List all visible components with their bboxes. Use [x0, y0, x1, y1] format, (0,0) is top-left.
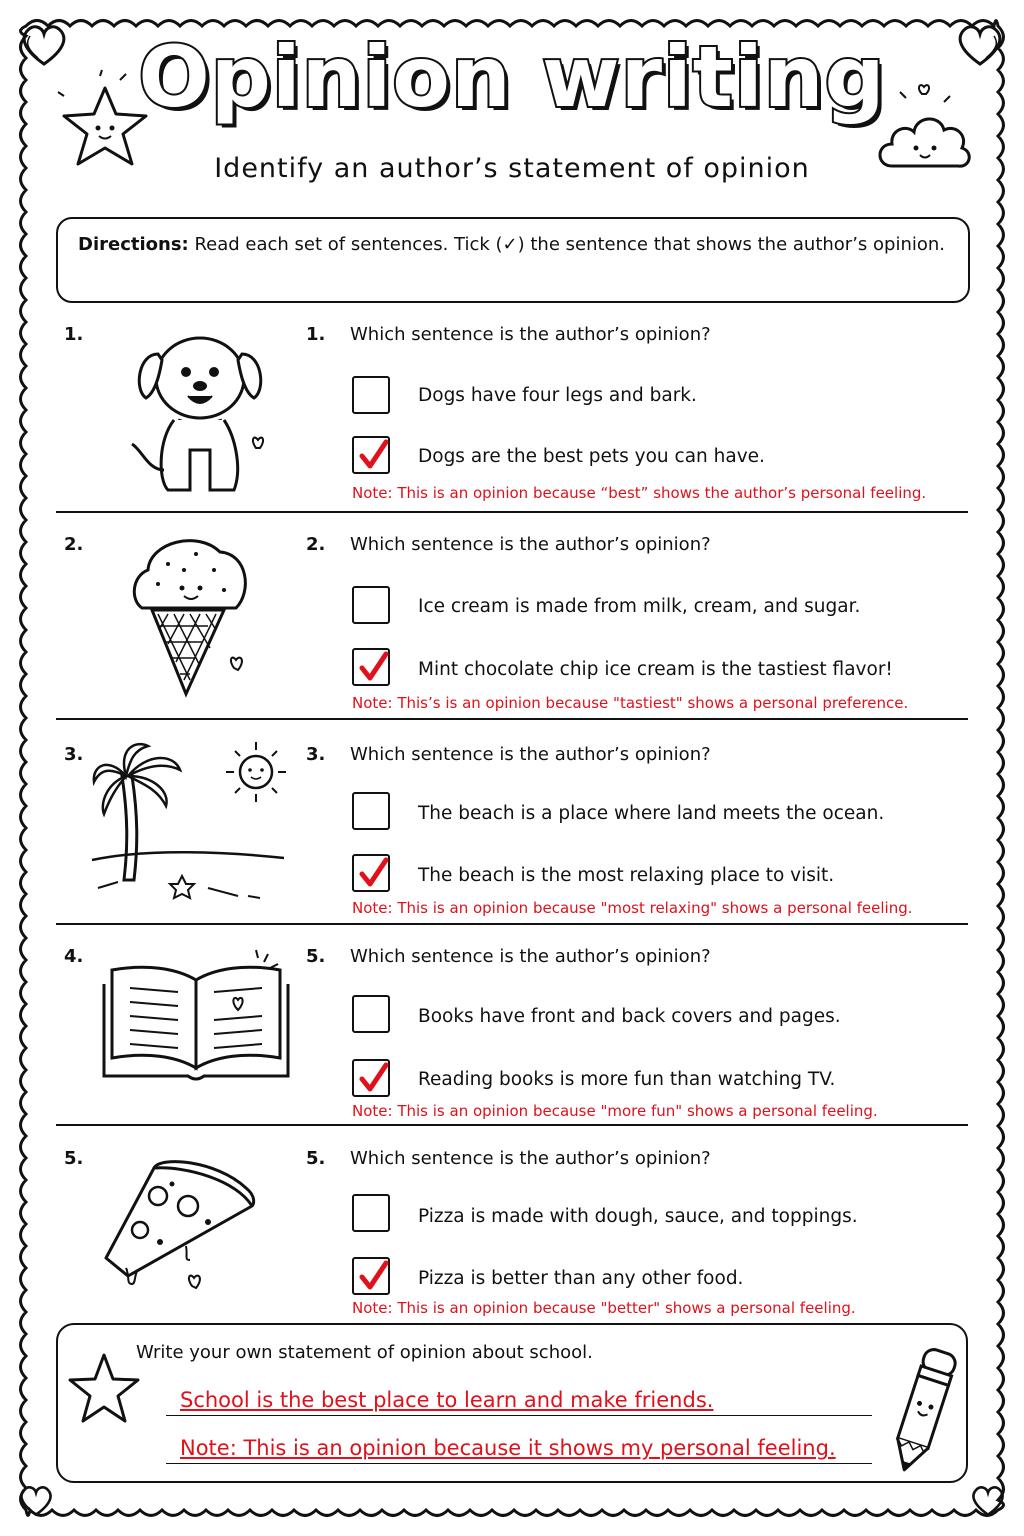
book-icon [96, 944, 296, 1084]
directions-label: Directions: [78, 234, 189, 255]
writing-prompt: Write your own statement of opinion about school. [136, 1342, 593, 1363]
question-prompt: Which sentence is the author’s opinion? [350, 324, 711, 345]
option-text: Books have front and back covers and pages. [418, 1006, 841, 1027]
checkmark-icon [356, 1059, 390, 1095]
checkmark-icon [356, 648, 390, 684]
page-title: Opinion writing [138, 28, 886, 126]
pencil-icon [884, 1339, 964, 1479]
option-text: Reading books is more fun than watching TV. [418, 1069, 836, 1090]
section-number: 5. [64, 1148, 84, 1169]
option-checkbox[interactable] [352, 1194, 390, 1232]
beach-icon [88, 736, 298, 906]
option-checkbox-checked[interactable] [352, 436, 390, 474]
question-prompt: Which sentence is the author’s opinion? [350, 534, 711, 555]
section-number: 4. [64, 946, 84, 967]
section-divider [56, 511, 968, 513]
option-text: Mint chocolate chip ice cream is the tastiest flavor! [418, 659, 893, 680]
option-text: Dogs are the best pets you can have. [418, 446, 765, 467]
option-checkbox-checked[interactable] [352, 648, 390, 686]
checkmark-icon [356, 1257, 390, 1293]
question-prompt: Which sentence is the author’s opinion? [350, 744, 711, 765]
checkmark-icon [356, 854, 390, 890]
section-divider [56, 718, 968, 720]
answer-note: Note: This is an opinion because "better" shows a personal feeling. [352, 1299, 856, 1317]
question-prompt: Which sentence is the author’s opinion? [350, 1148, 711, 1169]
option-checkbox[interactable] [352, 792, 390, 830]
star-icon [64, 1349, 144, 1429]
answer-line-2[interactable]: Note: This is an opinion because it shows my personal feeling. [166, 1433, 872, 1464]
question-prompt: Which sentence is the author’s opinion? [350, 946, 711, 967]
answer-line-1[interactable]: School is the best place to learn and make friends. [166, 1385, 872, 1416]
heart-icon [966, 1478, 1010, 1522]
option-checkbox-checked[interactable] [352, 1059, 390, 1097]
dog-icon [118, 320, 278, 500]
option-text: Pizza is better than any other food. [418, 1268, 744, 1289]
option-checkbox[interactable] [352, 995, 390, 1033]
section-number: 1. [64, 324, 84, 345]
option-text: Dogs have four legs and bark. [418, 385, 697, 406]
answer-note: Note: This is an opinion because "more fun" shows a personal feeling. [352, 1102, 878, 1120]
question-number: 5. [306, 1148, 326, 1169]
section-divider [56, 923, 968, 925]
answer-note: Note: This is an opinion because “best” shows the author’s personal feeling. [352, 484, 927, 502]
question-number: 1. [306, 324, 326, 345]
option-checkbox-checked[interactable] [352, 1257, 390, 1295]
option-text: Ice cream is made from milk, cream, and sugar. [418, 596, 861, 617]
ice-cream-icon [128, 530, 258, 700]
section-number: 3. [64, 744, 84, 765]
page-subtitle: Identify an author’s statement of opinion [214, 153, 810, 184]
option-text: Pizza is made with dough, sauce, and toppings. [418, 1206, 858, 1227]
option-checkbox-checked[interactable] [352, 854, 390, 892]
option-text: The beach is the most relaxing place to visit. [418, 865, 835, 886]
write-your-own-box [56, 1323, 968, 1483]
option-text: The beach is a place where land meets the ocean. [418, 803, 885, 824]
directions-text: Read each set of sentences. Tick (✓) the sentence that shows the author’s opinion. [194, 234, 946, 255]
answer-note: Note: This’s is an opinion because "tastiest" shows a personal preference. [352, 694, 909, 712]
question-number: 2. [306, 534, 326, 555]
directions-box [56, 217, 970, 303]
heart-icon [14, 1478, 58, 1522]
checkmark-icon [356, 436, 390, 472]
section-number: 2. [64, 534, 84, 555]
option-checkbox[interactable] [352, 586, 390, 624]
pizza-icon [96, 1146, 266, 1296]
question-number: 3. [306, 744, 326, 765]
answer-note: Note: This is an opinion because "most relaxing" shows a personal feeling. [352, 899, 913, 917]
question-number: 5. [306, 946, 326, 967]
option-checkbox[interactable] [352, 376, 390, 414]
section-divider [56, 1124, 968, 1126]
